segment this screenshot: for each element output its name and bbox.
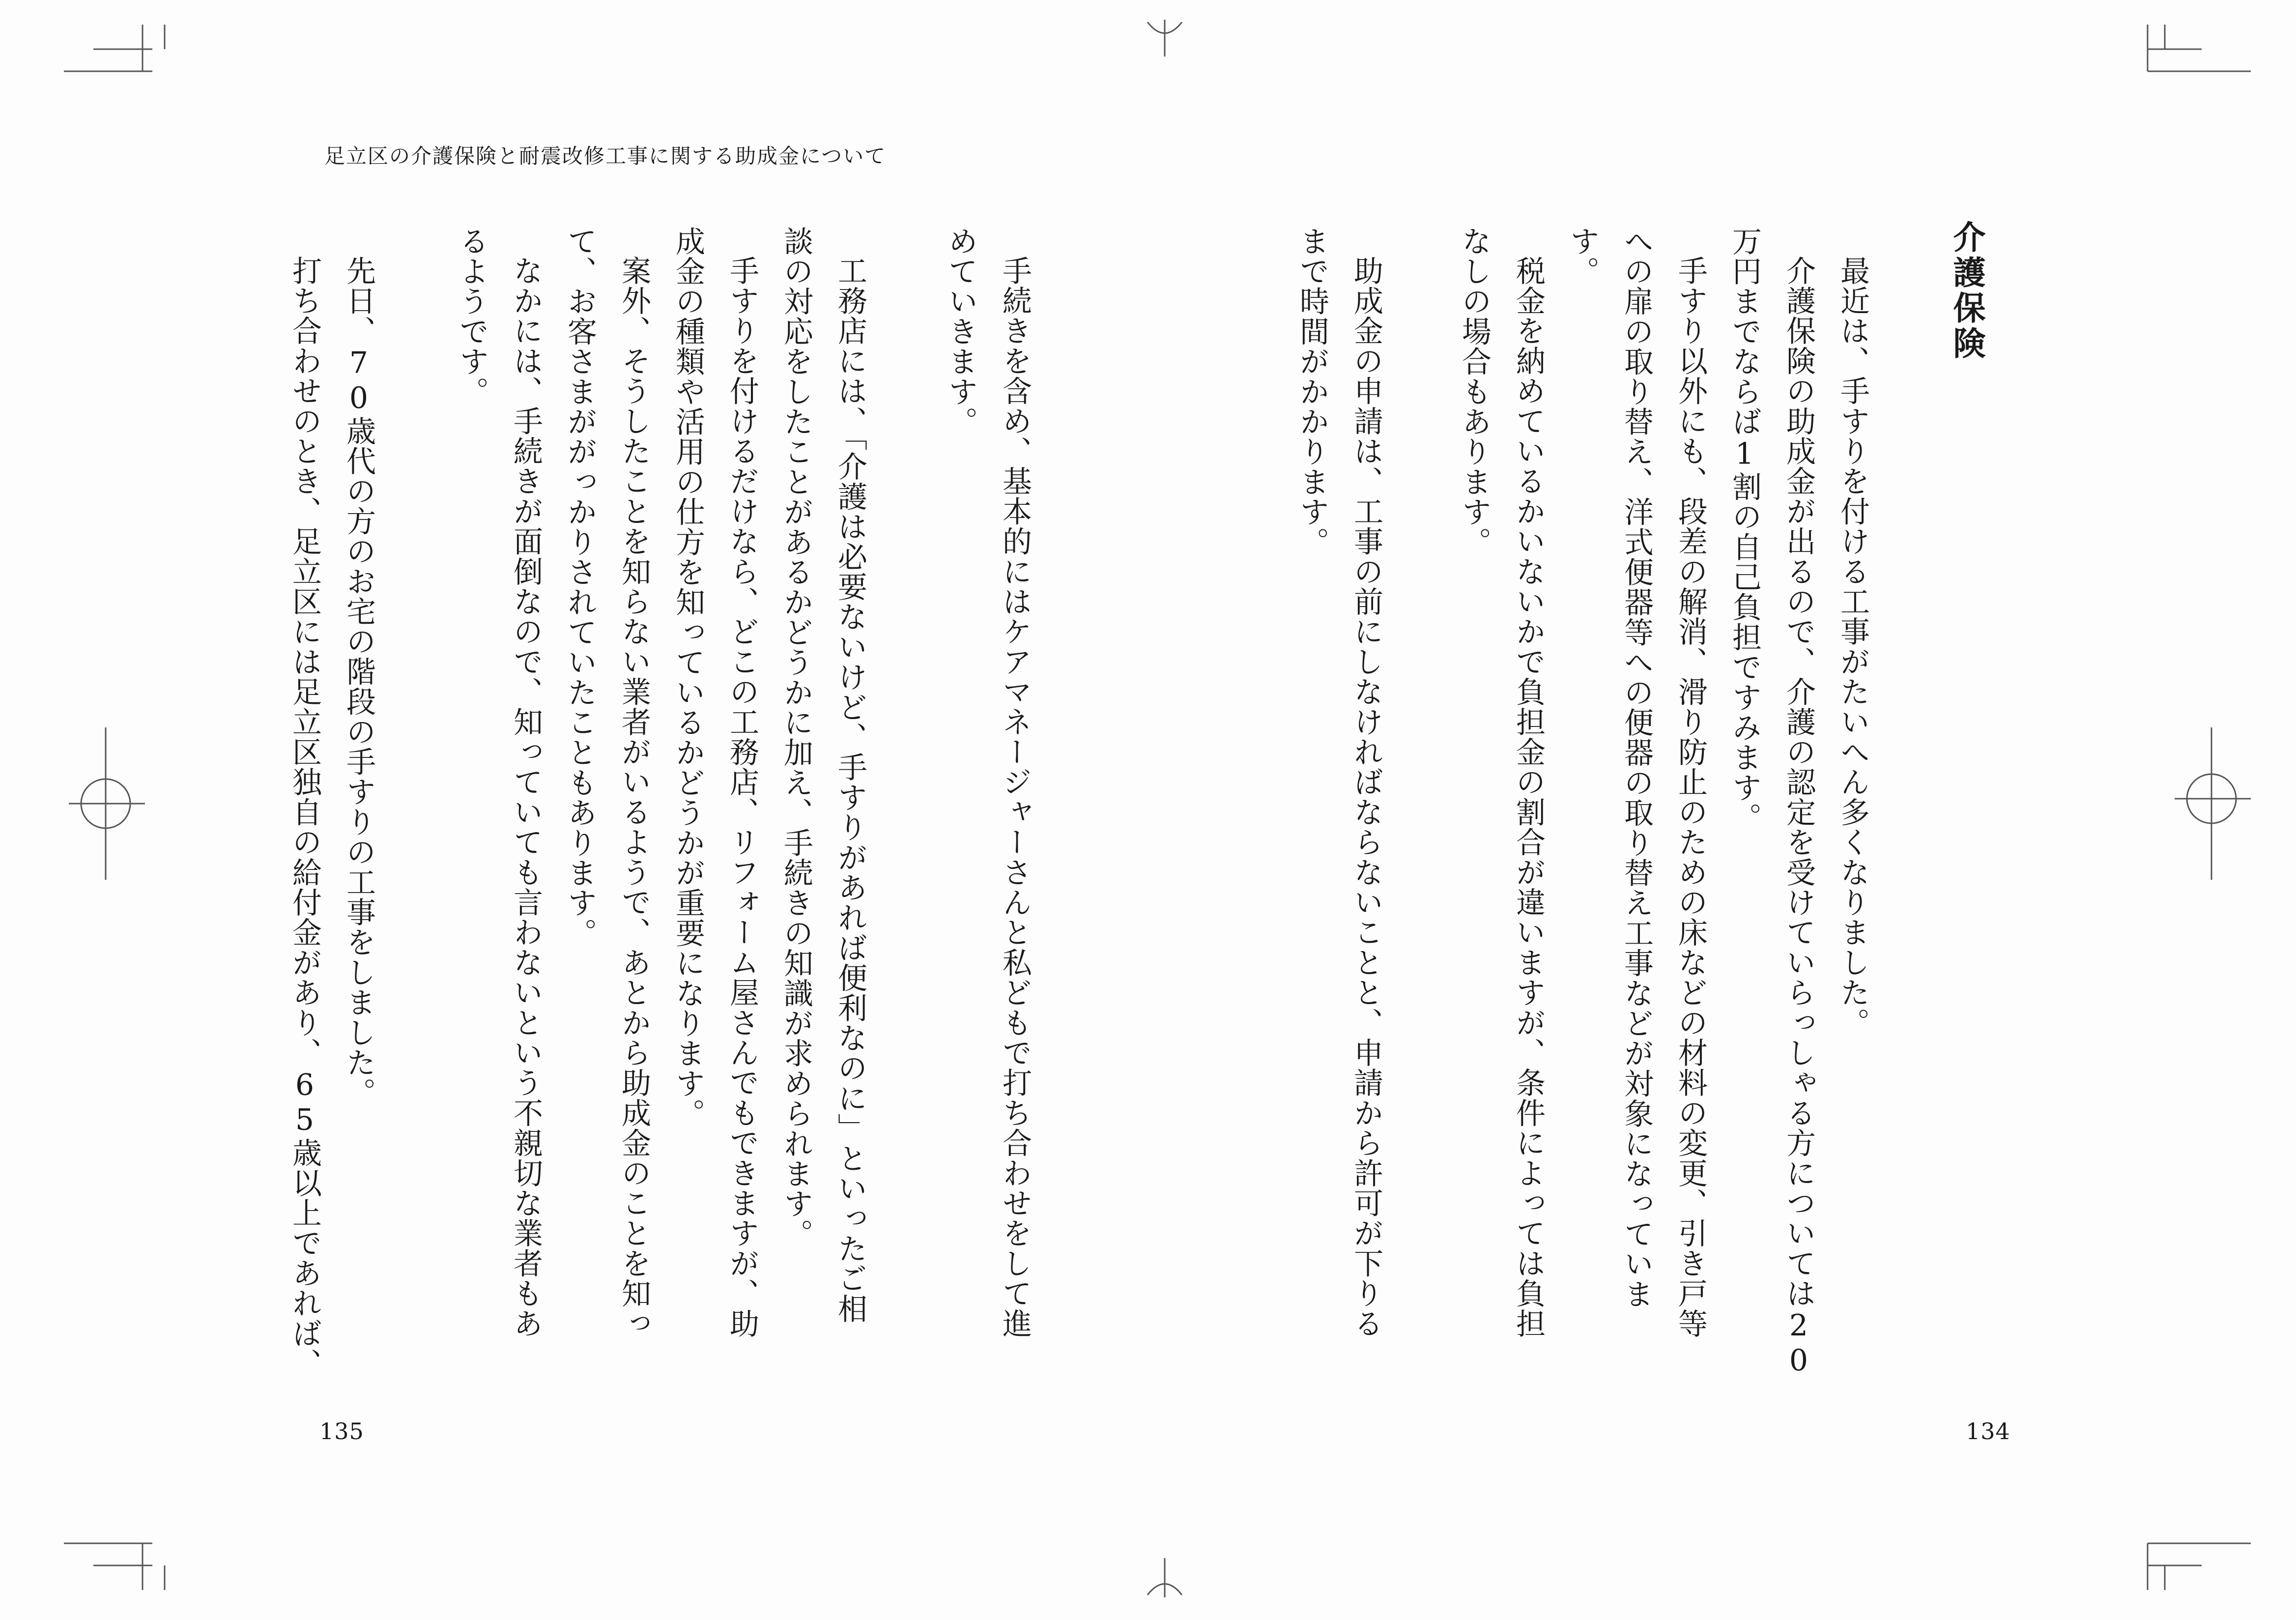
body-text-line: 成金の種類や活用の仕方を知っているかどうかが重要になります。 — [671, 226, 705, 1128]
body-text-line: 税金を納めているかいないかで負担金の割合が違いますが、条件によっては負担 — [1511, 256, 1546, 1339]
body-text-line: て、お客さまががっかりされていたこともあります。 — [563, 226, 597, 948]
body-text-line: 談の対応をしたことがあるかどうかに加え、手続きの知識が求められます。 — [779, 226, 813, 1249]
body-text-line: るようです。 — [455, 226, 489, 407]
body-text-line: めていきます。 — [944, 226, 978, 437]
page-number-left: 135 — [319, 1418, 364, 1445]
body-text-line: なしの場合もあります。 — [1457, 226, 1492, 557]
body-text-line: 助成金の申請は、工事の前にしなければならないことと、申請から許可が下りる — [1349, 256, 1383, 1339]
body-text-line: まで時間がかかります。 — [1295, 226, 1329, 557]
body-text-line: 手すり以外にも、段差の解消、滑り防止のための床などの材料の変更、引き戸等 — [1673, 256, 1708, 1339]
body-text-line: 打ち合わせのとき、足立区には足立区独自の給付金があり、65歳以上であれば、 — [287, 256, 322, 1379]
running-header: 足立区の介護保険と耐震改修工事に関する助成金について — [324, 144, 887, 168]
body-text-line: なかには、手続きが面倒なので、知っていても言わないという不親切な業者もあ — [509, 256, 543, 1339]
body-text-line: への扉の取り替え、洋式便器等への便器の取り替え工事などが対象になっていま — [1619, 226, 1654, 1309]
page-number-right: 134 — [1966, 1418, 2010, 1445]
body-text-line: 手続きを含め、基本的にはケアマネージャーさんと私どもで打ち合わせをして進 — [998, 256, 1032, 1339]
section-title: 介護保険 — [1948, 220, 1985, 362]
body-text-line: す。 — [1565, 226, 1600, 287]
body-text-line: 工務店には、「介護は必要ないけど、手すりがあれば便利なのに」といったご相 — [833, 256, 867, 1324]
body-text-line: 万円までならば1割の自己負担ですみます。 — [1727, 226, 1762, 833]
body-text-line: 介護保険の助成金が出るので、介護の認定を受けていらっしゃる方については20 — [1781, 256, 1816, 1379]
body-text-line: 手すりを付けるだけなら、どこの工務店、リフォーム屋さんでもできますが、助 — [725, 256, 759, 1339]
body-text-line: 案外、そうしたことを知らない業者がいるようで、あとから助成金のことを知っ — [617, 256, 651, 1339]
body-text-line: 最近は、手すりを付ける工事がたいへん多くなりました。 — [1836, 256, 1870, 1038]
body-text-line: 先日、70歳代の方のお宅の階段の手すりの工事をしました。 — [342, 256, 376, 1108]
